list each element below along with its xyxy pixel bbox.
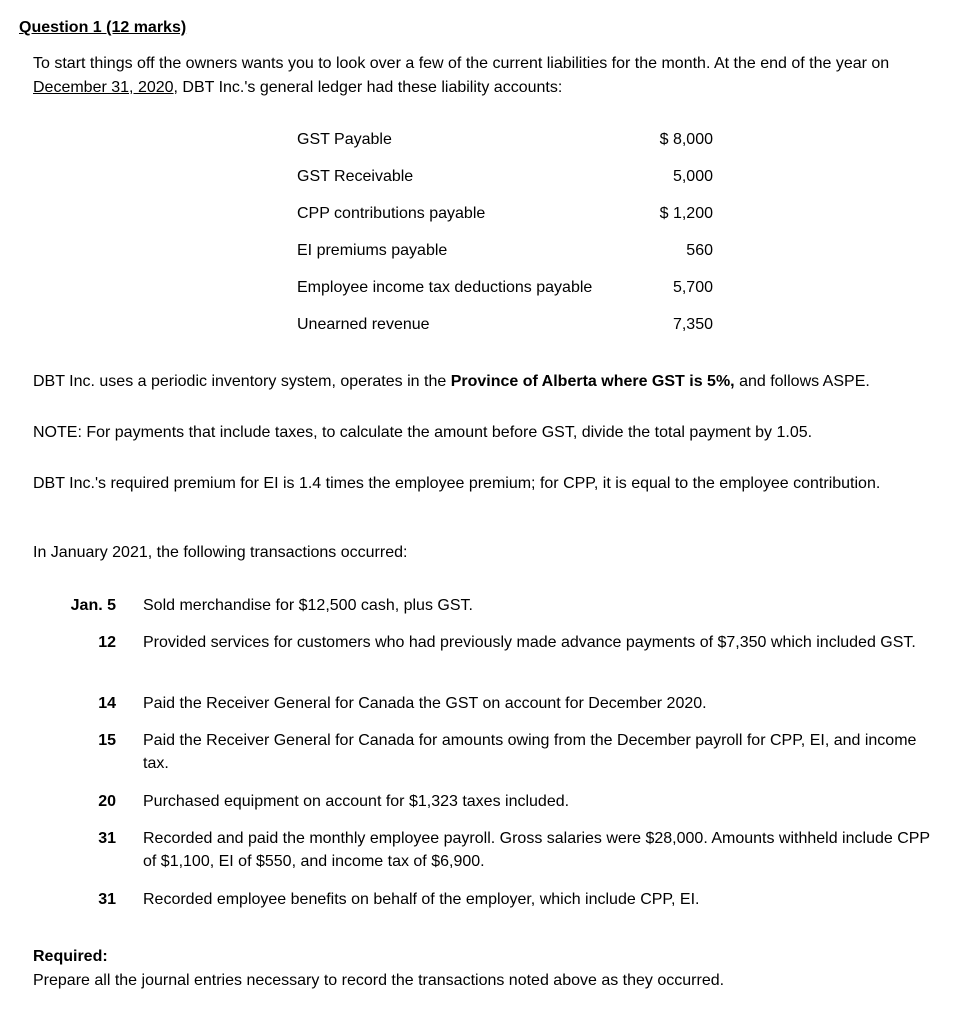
ledger-table [297, 128, 717, 350]
transaction-date: Jan. 5 [70, 597, 116, 614]
transaction-text: Paid the Receiver General for Canada the GST on account for December 2020. [143, 695, 707, 712]
transaction-date: 12 [98, 634, 116, 651]
transaction-text: Recorded and paid the monthly employee payroll. Gross salaries were $28,000. Amounts withheld include CPP of $1,100, EI of $550, and income tax of $6,900. [143, 830, 930, 870]
ledger-row [297, 313, 717, 350]
intro-text-1: To start things off the owners wants you to look over a few of the current liabilities for the month. At the end of the year on [33, 55, 890, 72]
ledger-row [297, 165, 717, 202]
transaction-text: Purchased equipment on account for $1,323 taxes included. [143, 793, 570, 810]
transaction-text: Sold merchandise for $12,500 cash, plus GST. [143, 597, 473, 614]
ledger-amount: $ 1,200 [659, 205, 713, 222]
transaction-text: Paid the Receiver General for Canada for amounts owing from the December payroll for CPP, EI, and income tax. [143, 732, 917, 772]
ledger-amount: $ 8,000 [659, 131, 713, 148]
transaction-text: Recorded employee benefits on behalf of the employer, which include CPP, EI. [143, 891, 700, 908]
ledger-row [297, 239, 717, 276]
transactions-intro: In January 2021, the following transactions occurred: [33, 544, 408, 561]
required-label: Required: [33, 948, 108, 965]
gst-note: NOTE: For payments that include taxes, to calculate the amount before GST, divide the total payment by 1.05. [33, 424, 813, 441]
ledger-amount: 7,350 [672, 316, 713, 333]
ledger-account-name: GST Payable [297, 131, 392, 148]
transaction-date: 20 [98, 793, 116, 810]
premium-note: DBT Inc.'s required premium for EI is 1.4 times the employee premium; for CPP, it is equal to the employee contribution. [33, 475, 881, 492]
ledger-row [297, 128, 717, 165]
ledger-account-name: Employee income tax deductions payable [297, 279, 593, 296]
system-note [33, 370, 958, 394]
question-heading: Question 1 (12 marks) [19, 19, 187, 36]
intro-date: December 31, 2020 [33, 79, 174, 96]
ledger-row [297, 202, 717, 239]
required-text: Prepare all the journal entries necessary to record the transactions noted above as they occurred. [33, 972, 725, 989]
ledger-account-name: Unearned revenue [297, 316, 430, 333]
system-note-text-1: DBT Inc. uses a periodic inventory system, operates in the [33, 373, 451, 390]
ledger-amount: 560 [686, 242, 713, 259]
system-note-text-2: and follows ASPE. [734, 373, 870, 390]
ledger-account-name: GST Receivable [297, 168, 414, 185]
system-note-bold: Province of Alberta where GST is 5%, [450, 373, 735, 390]
transaction-date: 31 [98, 891, 116, 908]
intro-paragraph [33, 52, 958, 100]
ledger-account-name: EI premiums payable [297, 242, 448, 259]
ledger-account-name: CPP contributions payable [297, 205, 486, 222]
transaction-date: 31 [98, 830, 116, 847]
intro-text-2: , DBT Inc.'s general ledger had these liability accounts: [173, 79, 563, 96]
transaction-date: 15 [98, 732, 116, 749]
transaction-text: Provided services for customers who had previously made advance payments of $7,350 which included GST. [143, 634, 916, 651]
ledger-amount: 5,700 [672, 279, 713, 296]
ledger-amount: 5,000 [672, 168, 713, 185]
ledger-row [297, 276, 717, 313]
transaction-date: 14 [98, 695, 116, 712]
